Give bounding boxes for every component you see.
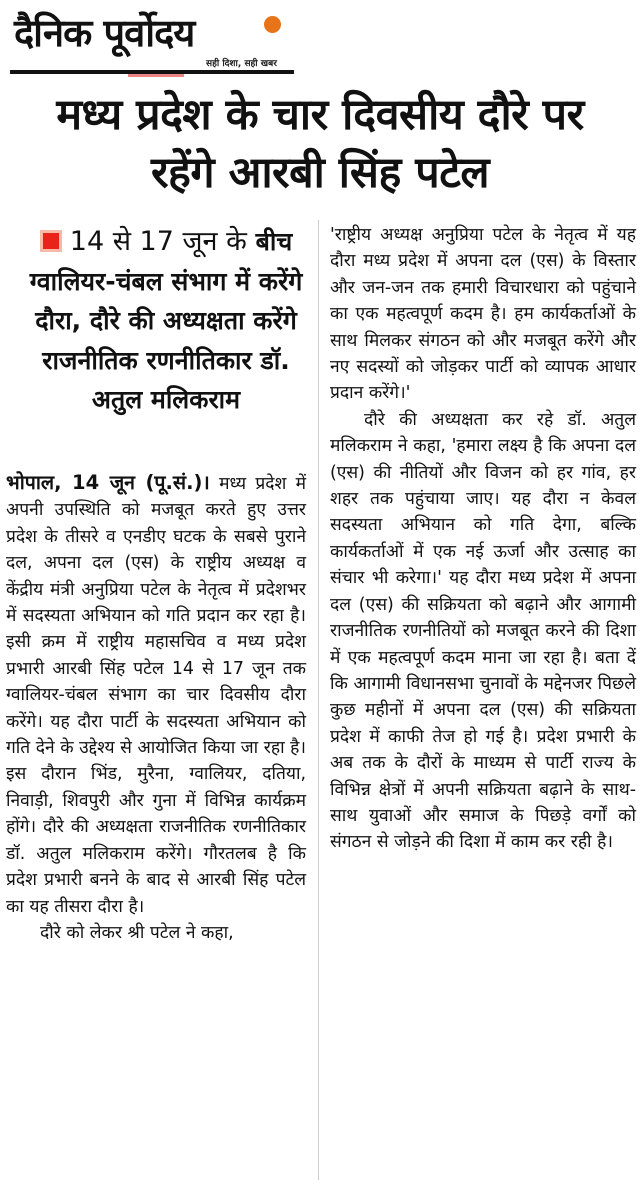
newspaper-tagline: सही दिशा, सही खबर bbox=[206, 59, 277, 69]
subheadline bbox=[20, 222, 312, 420]
masthead-subline bbox=[128, 74, 184, 77]
logo-sun-icon bbox=[264, 16, 281, 33]
newspaper-title: दैनिक पूर्वोदय bbox=[14, 11, 195, 55]
article-paragraph-3: 'राष्ट्रीय अध्यक्ष अनुप्रिया पटेल के नेतृत्व में यह दौरा मध्य प्रदेश में अपना दल (एस) के विस्तार और जन-जन तक हमारी विचारधारा को पहुंचाने का एक महत्वपूर्ण कदम है। हम कार्यकर्ताओं के साथ मिलकर संगठन को और मजबूत करेंगे और नए सदस्यों को जोड़कर पार्टी को व्यापक आधार प्रदान करेंगे।' bbox=[330, 225, 636, 404]
subhead-first-line: 14 से 17 जून के bbox=[69, 226, 247, 257]
dateline: भोपाल, 14 जून (पू.सं.)। bbox=[6, 471, 210, 494]
article-paragraph-2: दौरे को लेकर श्री पटेल ने कहा, bbox=[40, 922, 234, 943]
column-divider bbox=[318, 220, 319, 1180]
article-paragraph-4: दौरे की अध्यक्षता कर रहे डॉ. अतुल मलिकराम ने कहा, 'हमारा लक्ष्य है कि अपना दल (एस) की नीतियों और विजन को हर गांव, हर शहर तक पहुंचाया जाए। यह दौरा न केवल सदस्यता अभियान को गति देगा, बल्कि कार्यकर्ताओं में एक नई ऊर्जा और उत्साह का संचार भी करेगा।' यह दौरा मध्य प्रदेश में अपना दल (एस) की सक्रियता को बढ़ाने और आगामी राजनीतिक रणनीतियों को मजबूत करने की दिशा में एक महत्वपूर्ण कदम माना जा रहा है। बता दें कि आगामी विधानसभा चुनावों के मद्देनजर पिछले कुछ महीनों में अपना दल (एस) की सक्रियता प्रदेश में काफी तेज हो गई है। प्रदेश प्रभारी के अब तक के दौरों के माध्यम से पार्टी राज्य के विभिन्न क्षेत्रों में अपनी सक्रियता बढ़ाने के साथ-साथ युवाओं और समाज के पिछड़े वर्गों को संगठन से जोड़ने की दिशा में काम कर रही है। bbox=[330, 409, 636, 853]
article-paragraph-1 bbox=[6, 470, 306, 920]
subhead-rest: बीच ग्वालियर-चंबल संभाग में करेंगे दौरा, दौरे की अध्यक्षता करेंगे राजनीतिक रणनीतिकार डॉ. अतुल मलिकराम bbox=[29, 227, 303, 414]
bullet-square-icon bbox=[40, 230, 62, 252]
article-column-right bbox=[330, 222, 636, 856]
article-column-left bbox=[6, 470, 306, 946]
paragraph-1-text: मध्य प्रदेश में अपनी उपस्थिति को मजबूत करते हुए उत्तर प्रदेश के तीसरे व एनडीए घटक के सबसे पुराने दल, अपना दल (एस) के राष्ट्रीय अध्यक्ष व केंद्रीय मंत्री अनुप्रिया पटेल के नेतृत्व में प्रदेशभर में सदस्यता अभियान को गति प्रदान कर रहा है। इसी क्रम में राष्ट्रीय महासचिव व मध्य प्रदेश प्रभारी आरबी सिंह पटेल 14 से 17 जून तक ग्वालियर-चंबल संभाग का चार दिवसीय दौरा करेंगे। यह दौरा पार्टी के सदस्यता अभियान को गति देने के उद्देश्य से आयोजित किया जा रहा है। इस दौरान भिंड, मुरैना, ग्वालियर, दतिया, निवाड़ी, शिवपुरी और गुना में विभिन्न कार्यक्रम होंगे। दौरे की अध्यक्षता राजनीतिक रणनीतिकार डॉ. अतुल मलिकराम करेंगे। गौरतलब है कि प्रदेश प्रभारी बनने के बाद से आरबी सिंह पटेल का यह तीसरा दौरा है। bbox=[6, 474, 306, 917]
masthead bbox=[10, 6, 290, 74]
headline: मध्य प्रदेश के चार दिवसीय दौरे पर रहेंगे आरबी सिंह पटेल bbox=[56, 90, 584, 198]
